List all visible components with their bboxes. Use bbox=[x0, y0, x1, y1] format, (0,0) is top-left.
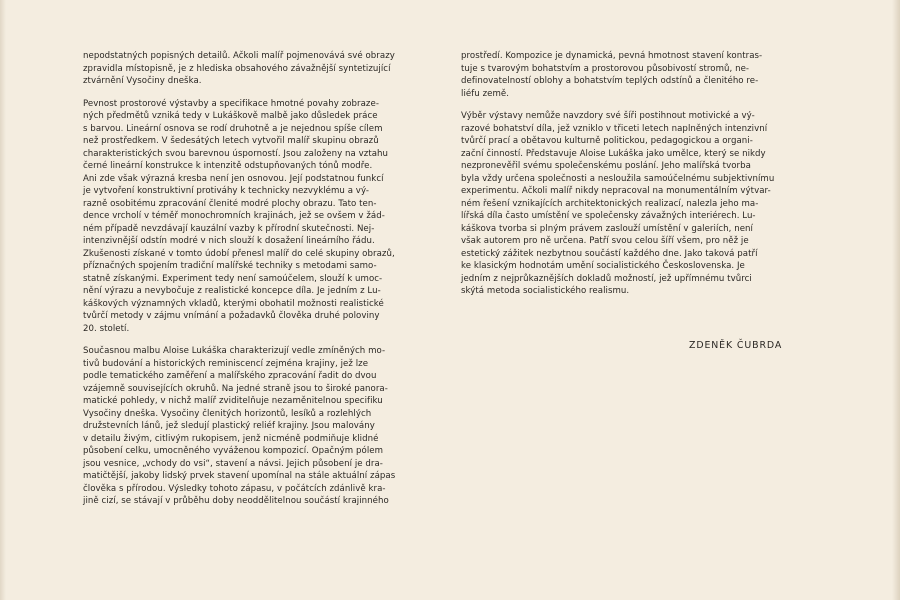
page-left-edge bbox=[0, 0, 6, 600]
author-signature: ZDENĚK ČUBRDA bbox=[689, 340, 783, 351]
paragraph: Výběr výstavy nemůže navzdory své šíři postihnout motivické a vý- razové bohatství díla, jež vzniklo v třiceti letech naplněných intenzivní tvůrčí prací a obětavou kulturně politickou, pedagogickou a organi- zační činností. Představuje Aloise Lukáška jako umělce, který se nikdy nezpronevěřil svému společenskému poslání. Jeho malířská tvorba byla vždy určena společnosti a nesloužila samoúčelnému subjektivnímu experimentu. Ačkoli malíř nikdy nepracoval na monumentálním výtvar- ném řešení vznikajících architektonických realizací, nalezla jeho ma- lířská díla často umístění ve společensky závažných interiérech. Lu- káškova tvorba si plným právem zaslouží umístění v galeriích, není však autorem pro ně určena. Patří svou celou šíří všem, pro něž je estetický zážitek nezbytnou součástí každého dne. Jako taková patří ke klasickým hodnotám umění socialistického Československa. Je jedním z nejprůkaznějších dokladů možností, jež upřímnému tvůrci skýtá metoda socialistického realismu. bbox=[461, 111, 775, 296]
paragraph: prostředí. Kompozice je dynamická, pevná hmotnost stavení kontras- tuje s tvarovým bohatstvím a prostorovou působivostí stromů, ne- definovatelností oblohy a bohatstvím teplých odstínů a členitého re- liéfu země. bbox=[461, 51, 763, 99]
page-right-edge bbox=[892, 0, 900, 600]
left-text-column bbox=[83, 50, 442, 518]
right-text-column bbox=[461, 50, 820, 308]
paragraph: Pevnost prostorové výstavby a specifikace hmotné povahy zobraze- ných předmětů vzniká tedy v Lukáškově malbě jako důsledek práce s barvou. Lineární osnova se rodí druhotně a je nejednou spíše cílem než prostředkem. V šedesátých letech vytvořil malíř skupinu obrazů charakteristických svou barevnou úsporností. Jsou založeny na vztahu černé lineární konstrukce k intenzitě odstupňovaných tónů modře. Ani zde však výrazná kresba není jen osnovou. Její podstatnou funkcí je vytvoření konstruktivní protiváhy k technicky nezvyklému a vý- razně osobitému zpracování členité modré plochy obrazu. Tato ten- dence vrcholí v téměř monochromních krajinách, jež se ovšem v žád- ném případě nevzdávají kauzální vazby k přírodní skutečnosti. Nej- intenzivnější odstín modré v nich slouží k dosažení lineárního řádu. Zkušenosti získané v tomto údobí přenesl malíř do celé skupiny obrazů, příznačných spojením tradiční malířské techniky s metodami samo- statně získanými. Experiment tedy není samoúčelem, slouží k umoc- nění výrazu a nevybočuje z realistické koncepce díla. Je jedním z Lu- káškových významných vkladů, kterými obohatil možnosti realistické tvůrčí metody v zájmu vnímání a požadavků člověka druhé poloviny 20. století. bbox=[83, 98, 395, 334]
paragraph: nepodstatných popisných detailů. Ačkoli malíř pojmenovává své obrazy zpravidla místopisně, je z hlediska obsahového závažnější syntetizující ztvárnění Vysočiny dneška. bbox=[83, 51, 395, 86]
paragraph: Současnou malbu Aloise Lukáška charakterizují vedle zmíněných mo- tivů budování a historických reminiscencí zejména krajiny, jež lze podle tematického zaměření a malířského zpracování řadit do dvou vzájemně souvisejících okruhů. Na jedné straně jsou to široké panora- matické pohledy, v nichž malíř zviditelňuje nezaměnitelnou specifiku Vysočiny dneška. Vysočiny členitých horizontů, lesíků a rozlehlých družstevních lánů, jež sledují plastický reliéf krajiny. Jsou malovány v detailu živým, citlivým rukopisem, jenž nicméně podmiňuje klidné působení celku, umocněného vyváženou kompozicí. Opačným pólem jsou vesnice, „vchody do vsi“, stavení a návsi. Jejich působení je dra- matičtější, jakoby lidský prvek stavení upomínal na stále aktuální zápas člověka s přírodou. Výsledky tohoto zápasu, v počátcích zdánlivě kra- jině cizí, se stávají v průběhu doby neoddělitelnou součástí krajinného bbox=[83, 346, 396, 506]
